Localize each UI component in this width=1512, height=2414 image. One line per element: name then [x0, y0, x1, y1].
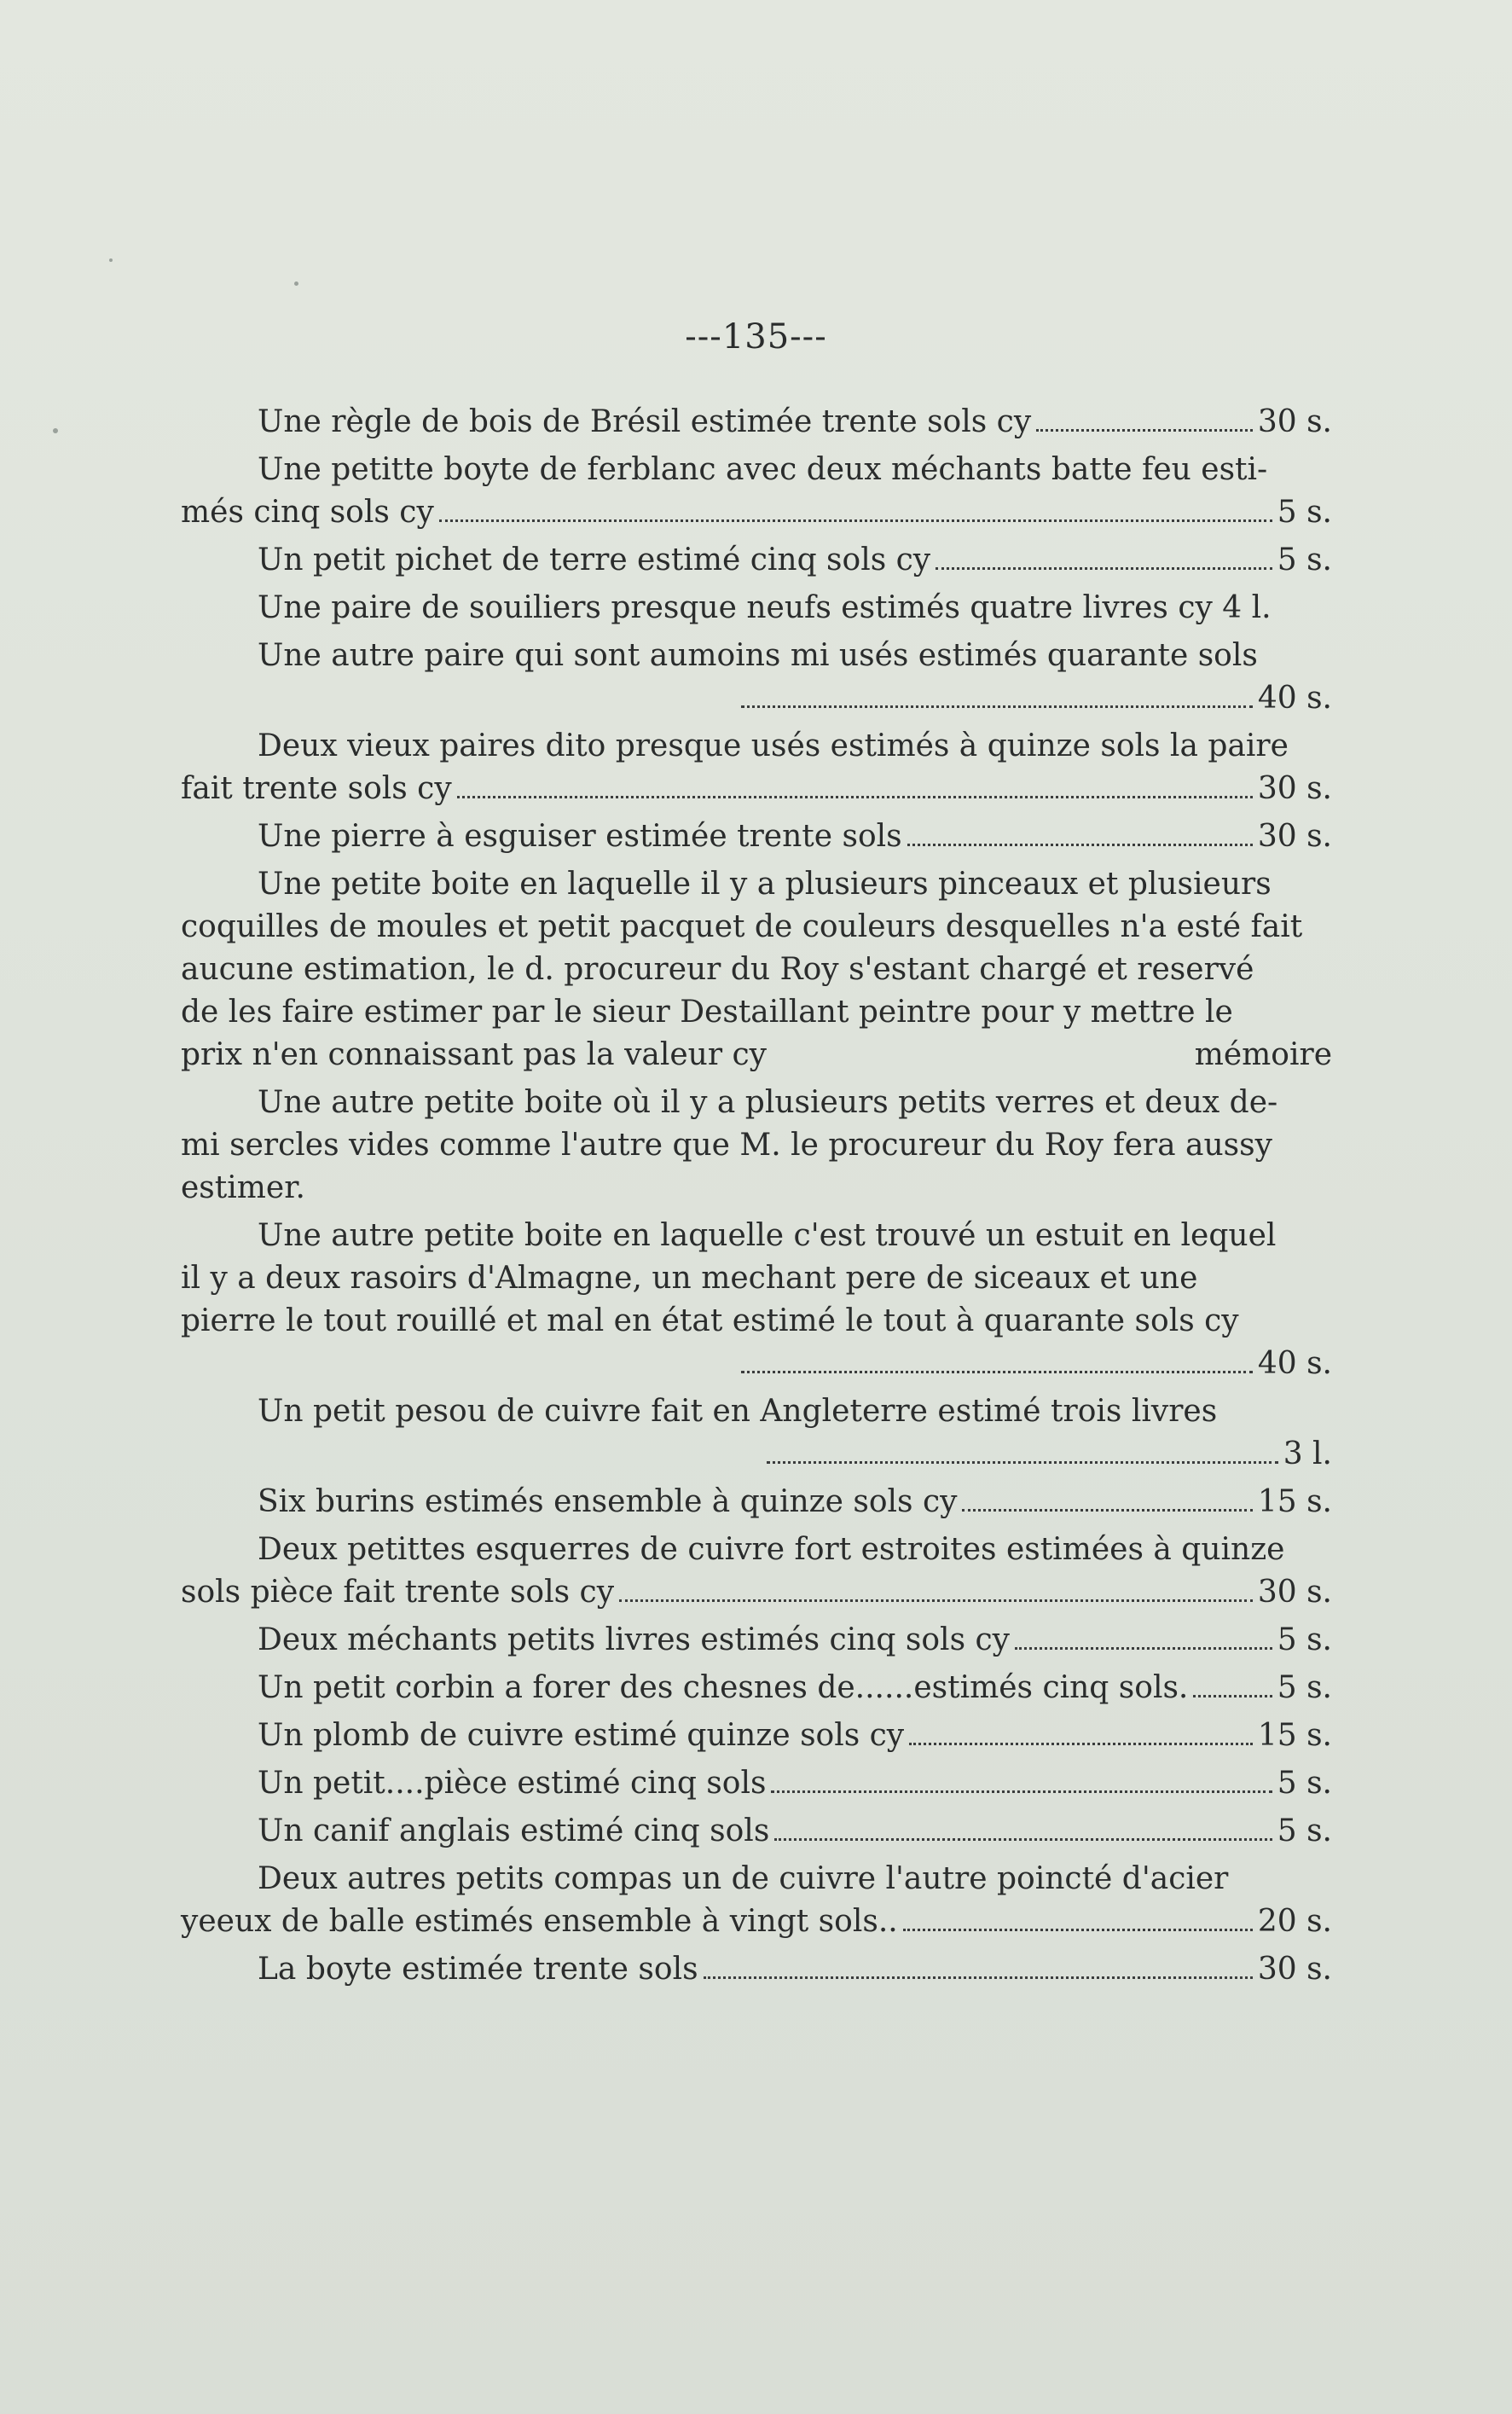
inventory-entry — [181, 1619, 1332, 1662]
entry-line — [181, 1571, 1332, 1614]
entry-text: Un petit corbin a forer des chesnes de......estimés cinq sols. — [258, 1670, 1189, 1705]
inventory-entry — [181, 587, 1332, 630]
entry-line — [181, 1810, 1332, 1853]
inventory-entry — [181, 1810, 1332, 1853]
inventory-entry — [181, 1715, 1332, 1757]
entry-line — [181, 1082, 1332, 1124]
dot-leader — [909, 1732, 1253, 1745]
entry-line — [181, 1390, 1332, 1433]
inventory-entry — [181, 401, 1332, 444]
entry-line — [181, 906, 1332, 949]
entry-line — [181, 401, 1332, 444]
dot-leader — [741, 1361, 1253, 1373]
entry-text: mi sercles vides comme l'autre que M. le procureur du Roy fera aussy — [181, 1128, 1272, 1163]
entry-text: Deux autres petits compas un de cuivre l'autre poincté d'acier — [258, 1861, 1229, 1896]
entry-text: Une autre petite boite où il y a plusieurs petits verres et deux de- — [258, 1085, 1278, 1120]
entry-text: Une autre paire qui sont aumoins mi usés estimés quarante sols — [258, 638, 1258, 673]
entry-line — [181, 725, 1332, 768]
entry-line — [181, 949, 1332, 991]
dot-leader — [619, 1589, 1253, 1602]
dot-leader — [457, 786, 1253, 798]
entry-text: Une autre petite boite en laquelle c'est trouvé un estuit en lequel — [258, 1218, 1277, 1253]
inventory-entry — [181, 1390, 1332, 1476]
entry-text: Deux petittes esquerres de cuivre fort estroites estimées à quinze — [258, 1532, 1285, 1567]
dot-leader — [774, 1828, 1272, 1841]
entry-text: més cinq sols cy — [181, 495, 434, 530]
inventory-entry — [181, 635, 1332, 720]
entry-line — [181, 768, 1332, 810]
inventory-entry — [181, 1215, 1332, 1385]
entry-line — [181, 1948, 1332, 1991]
entry-line — [181, 1858, 1332, 1900]
entry-line — [181, 1433, 1332, 1476]
entry-line — [181, 491, 1332, 534]
entry-memo: mémoire — [1194, 1037, 1332, 1072]
inventory-text — [181, 401, 1332, 1996]
entry-line — [181, 1619, 1332, 1662]
entry-text: sols pièce fait trente sols cy — [181, 1575, 615, 1610]
entry-line — [181, 815, 1332, 858]
inventory-entry — [181, 449, 1332, 534]
entry-text: Un canif anglais estimé cinq sols — [258, 1813, 770, 1848]
inventory-entry — [181, 725, 1332, 810]
entry-value: 40 s. — [1257, 681, 1332, 716]
inventory-entry — [181, 539, 1332, 582]
entry-value: 5 s. — [1277, 543, 1332, 577]
entry-text: Deux méchants petits livres estimés cinq sols cy — [258, 1622, 1010, 1657]
dot-leader — [704, 1966, 1253, 1979]
entry-line — [181, 1667, 1332, 1709]
entry-text: Une petite boite en laquelle il y a plusieurs pinceaux et plusieurs — [258, 867, 1272, 902]
entry-text: aucune estimation, le d. procureur du Roy s'estant chargé et reservé — [181, 952, 1254, 987]
entry-text: Une petitte boyte de ferblanc avec deux méchants batte feu esti- — [258, 452, 1268, 487]
inventory-entry — [181, 1529, 1332, 1614]
entry-text: Un petit pesou de cuivre fait en Angleterre estimé trois livres — [258, 1394, 1218, 1429]
entry-line — [181, 991, 1332, 1034]
paper-speck — [53, 428, 58, 433]
entry-line — [181, 1124, 1332, 1167]
paper-speck — [294, 281, 298, 286]
entry-line — [181, 587, 1332, 630]
entry-text: La boyte estimée trente sols — [258, 1952, 698, 1987]
entry-text: yeeux de balle estimés ensemble à vingt sols.. — [181, 1904, 898, 1939]
entry-value: 5 s. — [1277, 1622, 1332, 1657]
entry-line — [181, 1215, 1332, 1257]
entry-value: 20 s. — [1257, 1904, 1332, 1939]
entry-line — [181, 1343, 1332, 1385]
entry-text: coquilles de moules et petit pacquet de couleurs desquelles n'a esté fait — [181, 909, 1303, 944]
entry-value: 15 s. — [1257, 1718, 1332, 1753]
entry-value: 5 s. — [1277, 495, 1332, 530]
entry-text: de les faire estimer par le sieur Destaillant peintre pour y mettre le — [181, 995, 1233, 1030]
entry-line — [181, 1257, 1332, 1300]
inventory-entry — [181, 1481, 1332, 1523]
entry-text: Une pierre à esguiser estimée trente sols — [258, 819, 902, 854]
entry-line — [181, 863, 1332, 906]
entry-line — [181, 1762, 1332, 1805]
inventory-entry — [181, 815, 1332, 858]
entry-text: prix n'en connaissant pas la valeur cy — [181, 1037, 768, 1072]
entry-value: 30 s. — [1257, 404, 1332, 439]
page-number: ---135--- — [685, 317, 827, 357]
entry-text: il y a deux rasoirs d'Almagne, un mechant pere de siceaux et une — [181, 1261, 1198, 1296]
entry-line — [181, 1900, 1332, 1943]
dot-leader — [741, 695, 1253, 708]
entry-text: Un plomb de cuivre estimé quinze sols cy — [258, 1718, 905, 1753]
entry-line — [181, 1715, 1332, 1757]
dot-leader — [771, 1780, 1272, 1793]
inventory-entry — [181, 1762, 1332, 1805]
inventory-entry — [181, 1858, 1332, 1943]
entry-value: 3 l. — [1283, 1436, 1332, 1471]
entry-line — [181, 539, 1332, 582]
dot-leader — [936, 557, 1272, 570]
dot-leader — [1015, 1637, 1272, 1650]
entry-value: 5 s. — [1277, 1766, 1332, 1801]
entry-value: 30 s. — [1257, 771, 1332, 806]
entry-line — [181, 1300, 1332, 1343]
entry-value: 30 s. — [1257, 819, 1332, 854]
entry-value: 5 s. — [1277, 1813, 1332, 1848]
inventory-entry — [181, 863, 1332, 1076]
inventory-entry — [181, 1667, 1332, 1709]
inventory-entry — [181, 1082, 1332, 1210]
entry-text: estimer. — [181, 1170, 305, 1205]
entry-value: 30 s. — [1257, 1575, 1332, 1610]
entry-value: 5 s. — [1277, 1670, 1332, 1705]
entry-line — [181, 635, 1332, 677]
entry-value: 40 s. — [1257, 1346, 1332, 1381]
entry-line — [181, 1481, 1332, 1523]
entry-line — [181, 677, 1332, 720]
entry-value: 30 s. — [1257, 1952, 1332, 1987]
entry-value: 15 s. — [1257, 1484, 1332, 1519]
inventory-entry — [181, 1948, 1332, 1991]
entry-text: pierre le tout rouillé et mal en état estimé le tout à quarante sols cy — [181, 1303, 1239, 1338]
dot-leader — [907, 833, 1253, 846]
entry-text: Un petit pichet de terre estimé cinq sols cy — [258, 543, 931, 577]
entry-text: Six burins estimés ensemble à quinze sols cy — [258, 1484, 958, 1519]
dot-leader — [962, 1499, 1252, 1512]
entry-text: Un petit....pièce estimé cinq sols — [258, 1766, 767, 1801]
entry-text: fait trente sols cy — [181, 771, 452, 806]
dot-leader — [1193, 1685, 1272, 1697]
entry-text: Une règle de bois de Brésil estimée trente sols cy — [258, 404, 1032, 439]
dot-leader — [439, 509, 1272, 522]
dot-leader — [1036, 419, 1253, 432]
paper-speck — [109, 258, 113, 262]
dot-leader — [767, 1451, 1278, 1464]
entry-text: Une paire de souiliers presque neufs estimés quatre livres cy 4 l. — [258, 590, 1272, 625]
entry-text: Deux vieux paires dito presque usés estimés à quinze sols la paire — [258, 728, 1289, 763]
entry-line — [181, 1167, 1332, 1210]
entry-line — [181, 449, 1332, 491]
dot-leader — [903, 1918, 1253, 1931]
entry-line — [181, 1034, 1332, 1076]
entry-line — [181, 1529, 1332, 1571]
